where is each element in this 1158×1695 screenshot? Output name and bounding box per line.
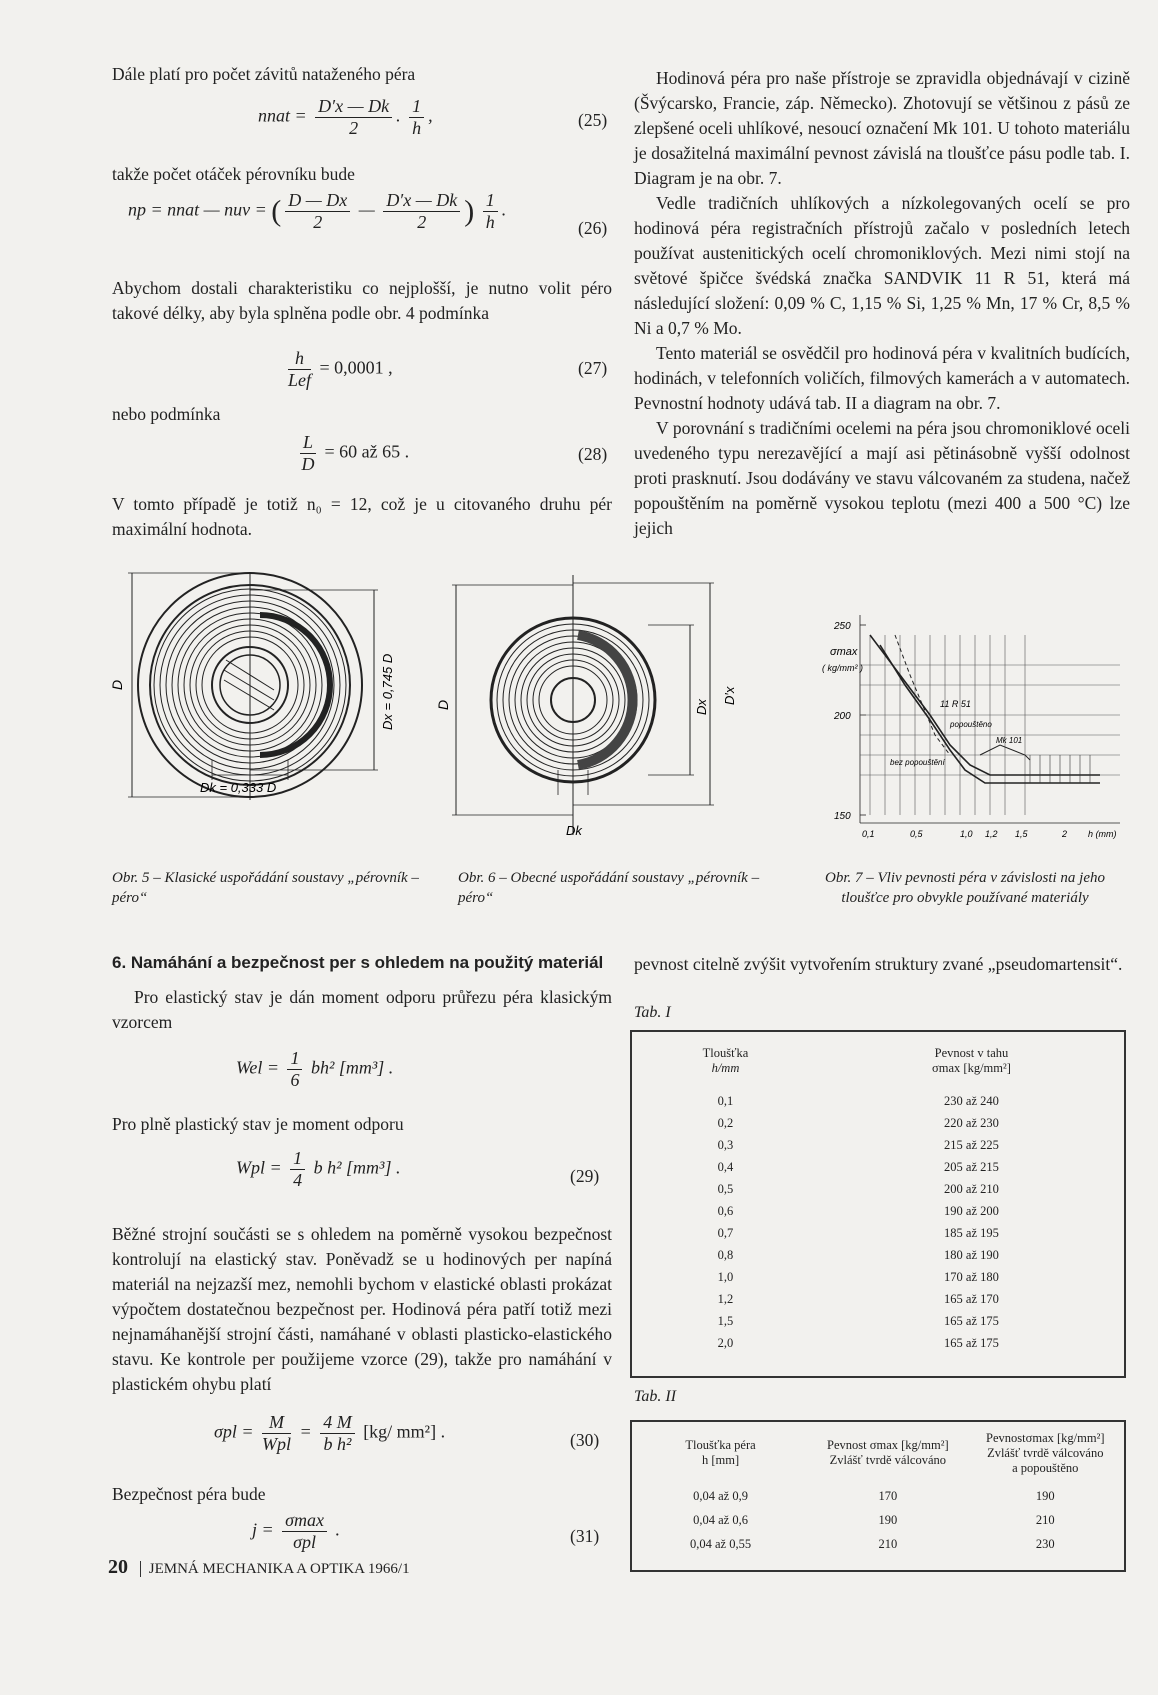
paragraph-bezne: Běžné strojní součásti se s ohledem na poměrně vysokou bezpečnost kontrolují na elastický stav. Poněvadž se u hodinových per napíná materiál na nejzazší mez, nemohli bychom v elastické oblasti prokázat výpočtem dostatečnou bezpečnost per. Hodinová péra patří totiž mezi nejnamáhanější strojní části, namáhané v oblasti plasticko-elastického stavu. Ke kontrole per použijeme vzorce (29), takže pro namáhání v plastickém ohybu platí [112, 1224, 612, 1394]
table-2 [630, 1420, 1126, 1572]
table-row [632, 1156, 1124, 1178]
table-cell: 190 až 200 [944, 1203, 999, 1218]
fig6-label-d: D [435, 699, 451, 710]
table-cell: 180 až 190 [944, 1247, 999, 1262]
fig7-note-mk101: Mk 101 [996, 736, 1023, 745]
table-row [632, 1332, 1124, 1354]
table-cell: 190 [878, 1512, 898, 1527]
table-row [632, 1178, 1124, 1200]
journal-name: JEMNÁ MECHANIKA A OPTIKA 1966/1 [148, 1561, 410, 1577]
page-number: 20 [108, 1556, 128, 1578]
fig7-xlabel: h (mm) [1088, 829, 1117, 839]
table-cell: 2,0 [717, 1335, 734, 1350]
table-row [632, 1484, 1124, 1508]
fig7-note-bez: bez popouštění [890, 758, 945, 767]
table-row [632, 1222, 1124, 1244]
table-cell: 0,4 [717, 1159, 734, 1174]
table-cell: 205 až 215 [944, 1159, 999, 1174]
intro-paragraph: Dále platí pro počet závitů nataženého péra [112, 64, 416, 84]
table-cell: 185 až 195 [944, 1225, 999, 1240]
figure-5 [109, 560, 442, 850]
paragraph-otacky: takže počet otáček pérovníku bude [112, 164, 355, 184]
table-cell: 1,2 [717, 1291, 734, 1306]
table-cell: 230 až 240 [944, 1093, 999, 1108]
table-row [632, 1200, 1124, 1222]
paragraph-n0: V tomto případě je totiž n₀ = 12, což je u citovaného druhu pér maximální hodnota. [112, 494, 612, 539]
table-row [632, 1244, 1124, 1266]
fig7-note-11r51: 11 R 51 [940, 699, 971, 709]
table-1 [630, 1030, 1126, 1378]
table-row [632, 1288, 1124, 1310]
table-cell: 1,0 [717, 1269, 734, 1284]
caption-fig7: Obr. 7 – Vliv pevnosti péra v závislosti na jeho tloušťce pro obvykle používané materiály [825, 870, 1105, 906]
page-footer [108, 1556, 410, 1579]
table-cell: 220 až 230 [944, 1115, 999, 1130]
figure-6 [435, 575, 778, 855]
table-cell: 0,8 [717, 1247, 734, 1262]
table-row [632, 1532, 1124, 1556]
equation-wel: Wel = $\frac{1}{6}$ bh² [mm³] . [236, 1048, 394, 1090]
paragraph-plastic: Pro plně plastický stav je moment odporu [112, 1114, 404, 1134]
fig7-ylabel: σmax [830, 646, 858, 658]
table-row [632, 1508, 1124, 1532]
right-column-bottom: pevnost citelně zvýšit vytvořením struktury zvané „pseudomartensit“. [634, 954, 1123, 974]
table-cell: 210 [878, 1536, 898, 1551]
table-row [632, 1112, 1124, 1134]
equation-27: $\frac{h}{\text{Lef}}$ = 0,0001 , [288, 348, 393, 390]
table-header: Tloušťka h/mm Pevnost v tahu σmax [kg/mm²] [702, 1046, 1011, 1075]
equation-wpl: Wpl = $\frac{1}{4}$ b h² [mm³] . [236, 1148, 401, 1190]
equation-31: j = $\frac{\sigma\max}{\text{σpl}}$ . [252, 1510, 341, 1552]
fig5-label-dx: Dx = 0,745 D [380, 653, 395, 730]
fig6-label-dx: D′x [722, 686, 737, 705]
fig5-label-dk: Dk = 0,333 D [200, 780, 277, 795]
table-cell: 170 [878, 1488, 898, 1503]
paragraph-bezpecnost: Bezpečnost péra bude [112, 1484, 266, 1504]
right-column-top: Hodinová péra pro naše přístroje se zpravidla objednávají v cizině (Švýcarsko, Francie, záp. Německo). Zhotovují se většinou z pásů ze zlepšené oceli uhlíkové, nesoucí označení Mk 101. U tohoto materiálu je dosažitelná maximální pevnost závislá na tloušťce pásu podle tab. I. Diagram je na obr. 7. Vedle tradičních uhlíkových a nízkolegovaných ocelí se pro hodinová péra registračních přístrojů začalo v posledních letech používat austenitických ocelí chromoniklových. Mezi nimi stojí na světové špičce švédská značka SANDVIK 11 R 51, která má následující složení: 0,09 % C, 1,15 % Si, 1,25 % Mn, 17 % Cr, 8,5 % Ni a 0,7 % Mo. Tento materiál se osvědčil pro hodinová péra v kvalitních budících, hodinách, v telefonních voličích, filmových kamerách a v automatech. Pevnostní hodnoty udává tab. II a diagram na obr. 7. V porovnání s tradičními ocelemi na péra jsou chromoniklové oceli uvedeného typu nerezavějící a mají asi pětinásobně vyšší odolnost proti prasknutí. Jsou dodávány ve stavu válcovaném za studena, načež popouštěním na poměrně vysokou teplotu (mezi 400 a 500 °C) lze jejich [634, 68, 1130, 538]
table-cell: 0,04 až 0,55 [690, 1536, 752, 1551]
table-row [632, 1310, 1124, 1332]
table-cell: 165 až 170 [944, 1291, 999, 1306]
table-cell: 0,04 až 0,9 [693, 1488, 748, 1503]
fig7-yunit: ( kg/mm² ) [822, 663, 863, 673]
table-cell: 170 až 180 [944, 1269, 999, 1284]
equation-30: σpl = $\frac{M}{\text{Wpl}}$ = $\frac{4 M}{\text{b h²}}$ [kg/ mm²] . [214, 1412, 446, 1454]
fig5-label-d: D [109, 679, 125, 690]
equation-number-27: (27) [578, 358, 608, 378]
table-cell: 0,3 [717, 1137, 734, 1152]
figure-7 [800, 605, 1140, 845]
table-cell: 0,5 [717, 1181, 734, 1196]
fig7-ytick-150: 150 [834, 811, 851, 822]
caption-fig6: Obr. 6 – Obecné uspořádání soustavy „pérovník – péro“ [458, 870, 760, 906]
fig7-xtick-0: 0,1 [862, 829, 875, 839]
caption-fig5: Obr. 5 – Klasické uspořádání soustavy „pérovník – péro“ [112, 870, 419, 906]
table-cell: 230 [1035, 1536, 1055, 1551]
tab2-label: Tab. II [634, 1388, 677, 1405]
table-cell: 165 až 175 [944, 1335, 999, 1350]
equation-number-30: (30) [570, 1430, 600, 1450]
table-cell: 210 [1035, 1512, 1055, 1527]
table-cell: 200 až 210 [944, 1181, 999, 1196]
fig7-xtick-4: 1,5 [1015, 829, 1028, 839]
table-cell: 190 [1035, 1488, 1055, 1503]
equation-28: $\frac{L}{D}$ = 60 až 65 . [301, 432, 410, 474]
table-cell: 0,04 až 0,6 [693, 1512, 748, 1527]
fig6-label-dk: Dk [566, 823, 582, 838]
fig7-xtick-3: 1,2 [985, 829, 998, 839]
table-cell: 0,6 [717, 1203, 734, 1218]
fig7-xtick-5: 2 [1062, 829, 1068, 839]
tab1-label: Tab. I [634, 1004, 671, 1021]
equation-number-29: (29) [570, 1166, 600, 1186]
fig7-note-popousteno: popouštěno [950, 720, 992, 729]
section-6: 6. Namáhání a bezpečnost per s ohledem na použitý materiál Pro elastický stav je dán moment odporu průřezu péra klasickým vzorcem [112, 950, 612, 1035]
fig7-ytick-200: 200 [834, 711, 851, 722]
equation-number-31: (31) [570, 1526, 600, 1546]
table-cell: 0,2 [717, 1115, 734, 1130]
equation-25: nnat = $\frac{D'x — Dk}{2}$ . $\frac{1}{h}$ , [258, 96, 433, 138]
equation-number-25: (25) [578, 110, 608, 130]
table-cell: 0,1 [717, 1093, 734, 1108]
equation-number-28: (28) [578, 444, 608, 464]
fig7-xtick-1: 0,5 [910, 829, 923, 839]
table-header: Tloušťka péra h [mm] Pevnost σmax [kg/mm²] Zvlášť tvrdě válcováno Pevnostσmax [kg/mm²] Zvlášť tvrdě válcováno a popouštěno [685, 1430, 1105, 1475]
table-row [632, 1134, 1124, 1156]
equation-number-26: (26) [578, 218, 608, 238]
table-row [632, 1090, 1124, 1112]
table-row [632, 1266, 1124, 1288]
paragraph-charakteristika: Abychom dostali charakteristiku co nejplošší, je nutno volit péro takové délky, aby byla splněna podle obr. 4 podmínka [112, 278, 612, 323]
table-cell: 0,7 [717, 1225, 734, 1240]
paragraph-podminka: nebo podmínka [112, 404, 221, 424]
table-cell: 1,5 [717, 1313, 734, 1328]
fig7-ytick-250: 250 [834, 621, 851, 632]
fig7-xtick-2: 1,0 [960, 829, 973, 839]
table-cell: 215 až 225 [944, 1137, 999, 1152]
table-cell: 165 až 175 [944, 1313, 999, 1328]
equation-26: np = nnat — nuv = ( $\frac{D — Dx}{2}$ — $\frac{D'x — Dk}{2}$ ) $\frac{1}{h}$ . [128, 190, 507, 232]
section-heading: 6. Namáhání a bezpečnost per s ohledem na použitý materiál [112, 953, 604, 972]
fig6-label-dx-inner: Dx [694, 699, 709, 715]
